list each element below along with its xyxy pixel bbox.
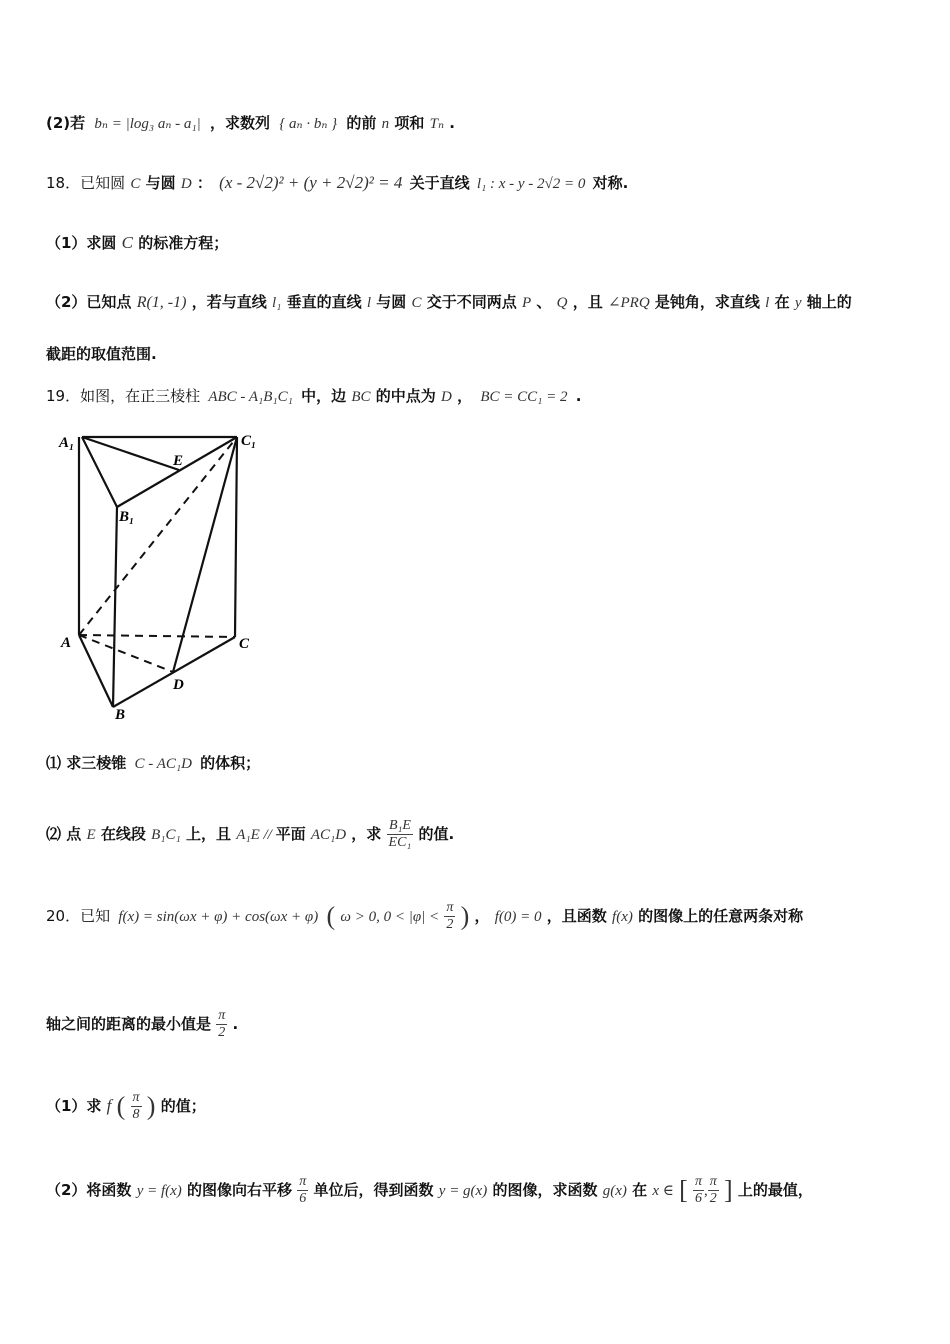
q18-text: 关于直线 [409, 174, 470, 192]
angle-prq: ∠PRQ [607, 295, 650, 311]
bn-expression: bₙ = |log₃ aₙ - a₁| [94, 116, 201, 132]
tn-symbol: Tₙ [429, 116, 445, 132]
q20-part1 [46, 1090, 206, 1123]
q18-part1-text: 的标准方程； [138, 234, 229, 252]
fraction-numerator: B₁E [387, 818, 414, 835]
line-l1: l₁ [271, 295, 282, 311]
label-d: D [173, 677, 184, 693]
q18-text: 、 [536, 293, 552, 311]
edge-b1c1 [117, 437, 237, 507]
q20-text: 在 [632, 1181, 648, 1199]
q19-stem [46, 385, 581, 406]
edge-bc: BC [351, 389, 371, 405]
circle-c: C [411, 295, 422, 311]
edge-bb1 [113, 507, 117, 707]
gx-symbol: g(x) [602, 1183, 627, 1199]
label-b1: B₁ [119, 509, 135, 525]
q19-number: 19．如图，在正三棱柱 [46, 387, 201, 405]
label-a1: A₁ [59, 435, 75, 451]
q19-part2 [46, 818, 454, 851]
label-e: E [173, 453, 184, 469]
fraction-numerator: π [218, 1008, 226, 1023]
q20-text: 上的最值， [737, 1181, 813, 1199]
fraction-numerator: π [695, 1174, 703, 1189]
sequence-expression: { aₙ · bₙ } [279, 116, 338, 132]
prism-name: ABC - A₁B₁C₁ [208, 389, 293, 405]
fraction-denominator: 2 [709, 1191, 717, 1206]
bracket-open: [ [679, 1175, 688, 1205]
q18-text: 与圆 [145, 174, 176, 192]
circle-d: D [180, 176, 192, 192]
q18-part2 [46, 291, 852, 312]
q18-text: 轴上的 [806, 293, 852, 311]
pi-over-6 [297, 1174, 308, 1207]
fraction-numerator: π [132, 1090, 140, 1105]
fraction-denominator: 6 [299, 1191, 307, 1206]
q19-text: 的体积； [200, 754, 261, 772]
q18-stem [46, 172, 628, 193]
q19-text: 的中点为 [375, 387, 436, 405]
q18-text: （2）已知点 [46, 293, 132, 311]
circle-c: C [121, 233, 134, 252]
y-eq-fx: y = f(x) [136, 1183, 182, 1199]
q20-text: 的图像上的任意两条对称 [638, 907, 804, 925]
fraction-numerator: π [709, 1174, 717, 1189]
q18-text: ： [196, 174, 212, 192]
q18-number: 18．已知圆 [46, 174, 126, 192]
point-q: Q [556, 295, 568, 311]
fraction-denominator: EC₁ [388, 835, 412, 850]
q18-part2-cont [46, 343, 157, 364]
fraction-denominator: 2 [218, 1025, 226, 1040]
q17-text: ，求数列 [210, 114, 271, 132]
paren-close: ) [460, 901, 470, 931]
q18-part1-label: （1）求圆 [46, 234, 117, 252]
q20-part1-label: （1）求 [46, 1097, 102, 1115]
fraction-denominator: 6 [695, 1191, 702, 1206]
point-d: D [441, 389, 452, 405]
edge-lengths: BC = CC₁ = 2 [480, 389, 568, 405]
fraction-denominator: 8 [132, 1107, 140, 1122]
q18-text: 截距的取值范围. [46, 345, 157, 363]
label-a: A [61, 635, 72, 651]
line-l1-equation: l₁ : x - y - 2√2 = 0 [476, 176, 586, 192]
q18-part1 [46, 232, 228, 253]
pyramid-name: C - AC₁D [134, 756, 192, 772]
q20-text: ，且函数 [546, 907, 607, 925]
fraction-numerator: π [446, 900, 454, 915]
plane-ac1d: AC₁D [310, 827, 347, 843]
point-e: E [86, 827, 96, 843]
line-l: l [765, 295, 770, 311]
q19-part1 [46, 752, 260, 773]
f0-condition: f(0) = 0 [494, 909, 542, 925]
paren-open: ( [116, 1091, 126, 1121]
fx-symbol: f(x) [612, 909, 633, 925]
pi-over-8 [131, 1090, 142, 1123]
fraction-numerator: π [299, 1174, 307, 1189]
fraction-denominator: 2 [446, 917, 454, 932]
q20-stem [46, 900, 803, 933]
segment-b1c1: B₁C₁ [151, 827, 181, 843]
q19-text: ， [457, 387, 473, 405]
q20-stem-cont [46, 1008, 238, 1041]
q17-text: 的前 [346, 114, 377, 132]
prism-figure [55, 425, 285, 725]
y-symbol: y [794, 295, 802, 311]
function-definition: f(x) = sin(ωx + φ) + cos(ωx + φ) [118, 909, 319, 925]
label-b: B [115, 707, 126, 723]
edge-cc1 [235, 437, 237, 637]
label-c1: C₁ [241, 433, 257, 449]
paren-open: ( [326, 901, 336, 931]
q20-text: 的图像，求函数 [492, 1181, 598, 1199]
q19-text: . [575, 387, 582, 405]
pi-over-2 [444, 900, 455, 933]
circle-c: C [130, 176, 141, 192]
q18-text: 是钝角，求直线 [654, 293, 760, 311]
q18-text: 与圆 [376, 293, 407, 311]
parallel-expr: A₁E // [236, 827, 276, 843]
pi-over-2 [708, 1174, 719, 1207]
y-eq-gx: y = g(x) [438, 1183, 488, 1199]
q19-text: 在线段 [100, 825, 146, 843]
x-in: x ∈ [652, 1183, 674, 1199]
q20-text: ， [474, 907, 490, 925]
q18-text: ，且 [572, 293, 603, 311]
q19-text: ，求 [351, 825, 382, 843]
f-symbol: f [106, 1096, 112, 1115]
segment-ac1-dashed [79, 437, 237, 635]
point-p: P [521, 295, 532, 311]
q17-text: 项和 [394, 114, 425, 132]
bracket-close: ] [724, 1175, 733, 1205]
ratio-fraction [387, 818, 414, 851]
q18-text: 在 [774, 293, 790, 311]
circle-d-equation: (x - 2√2)² + (y + 2√2)² = 4 [219, 173, 403, 192]
point-r: R(1, -1) [136, 294, 187, 311]
q18-text: 对称. [592, 174, 629, 192]
q20-text: 的值； [160, 1097, 206, 1115]
q20-number: 20．已知 [46, 907, 111, 925]
pi-over-2 [216, 1008, 227, 1041]
parameter-condition: ω > 0, 0 < |φ| < [340, 909, 440, 925]
pi-over-6 [693, 1174, 704, 1207]
q19-part2-label: ⑵ 点 [46, 825, 82, 843]
q18-text: 垂直的直线 [286, 293, 362, 311]
q18-text: 交于不同两点 [426, 293, 517, 311]
q19-text: 上，且 [185, 825, 231, 843]
q19-text: 的值. [418, 825, 455, 843]
q20-text: . [232, 1015, 239, 1033]
q18-text: ，若与直线 [191, 293, 267, 311]
q20-part2-label: （2）将函数 [46, 1181, 132, 1199]
q17-end: . [449, 114, 455, 132]
q20-text: 的图像向右平移 [187, 1181, 293, 1199]
edge-ac-dashed [79, 635, 235, 637]
line-l: l [366, 295, 371, 311]
q20-text: 轴之间的距离的最小值是 [46, 1015, 212, 1033]
q17-label: (2)若 [46, 114, 86, 132]
q20-part2: （2）将函数 y = f(x) 的图像向右平移 $\frac{\pi}{6}$ 单位后，得到函数 y = g(x) 的图像，求函数 g(x) 在 x ∈ [ $\frac{\pi}{6}$ , $\frac{\pi}{2}$ ] 上的最值， [46, 1174, 813, 1206]
n-symbol: n [381, 116, 390, 132]
paren-close: ) [146, 1091, 156, 1121]
q19-part1-label: ⑴ 求三棱锥 [46, 754, 127, 772]
label-c: C [239, 636, 250, 652]
q20-text: 单位后，得到函数 [313, 1181, 434, 1199]
q19-text: 平面 [275, 825, 306, 843]
q19-text: 中，边 [301, 387, 347, 405]
q17-part2 [46, 112, 455, 133]
